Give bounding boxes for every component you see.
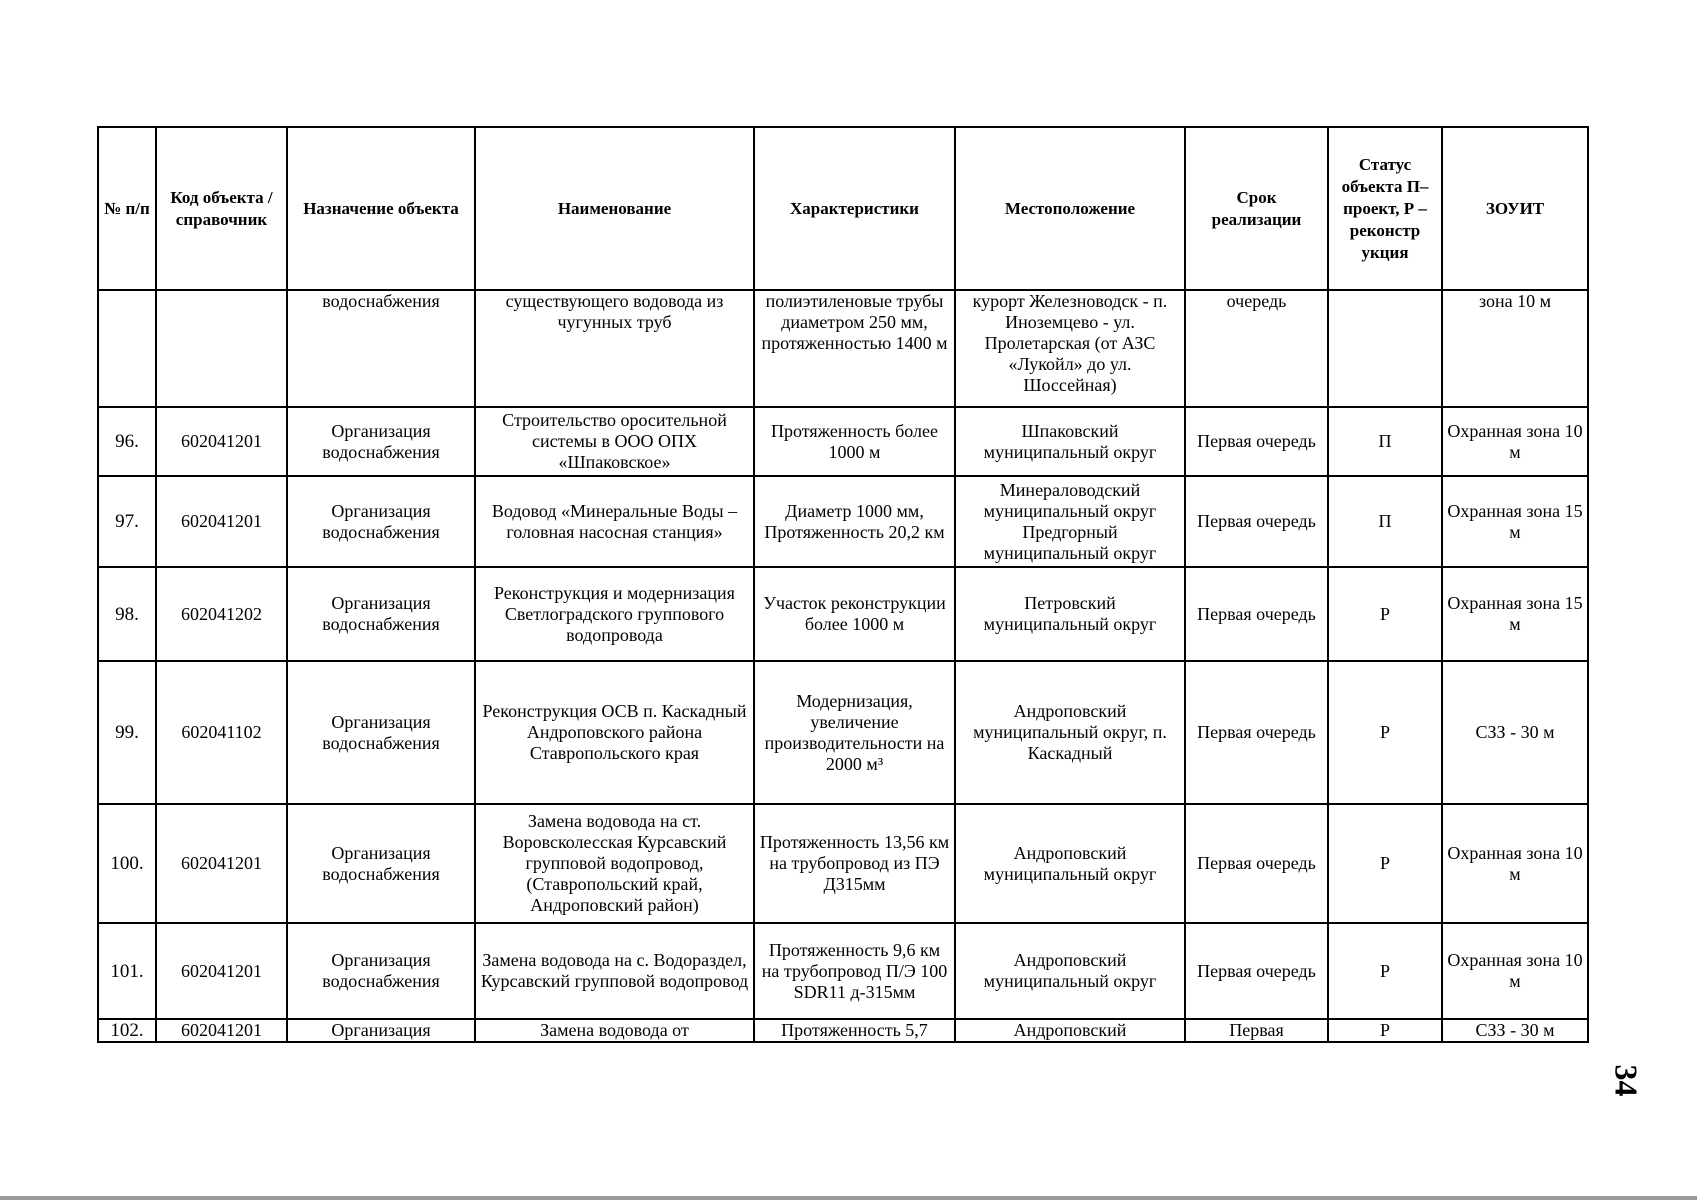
header-zone: ЗОУИТ bbox=[1442, 127, 1588, 290]
header-characteristics: Характеристики bbox=[754, 127, 955, 290]
cell-characteristics: Протяженность 9,6 км на трубопровод П/Э 100 SDR11 д-315мм bbox=[754, 923, 955, 1019]
header-purpose: Назначение объекта bbox=[287, 127, 475, 290]
cell-status: Р bbox=[1328, 923, 1442, 1019]
cell-characteristics: полиэтиленовые трубы диаметром 250 мм, протяженностью 1400 м bbox=[754, 290, 955, 407]
cell-characteristics: Протяженность более 1000 м bbox=[754, 407, 955, 476]
cell-status: Р bbox=[1328, 567, 1442, 661]
cell-term: Первая очередь bbox=[1185, 923, 1328, 1019]
header-status: Статус объекта П– проект, Р – реконстр укция bbox=[1328, 127, 1442, 290]
cell-zone: Охранная зона 10 м bbox=[1442, 407, 1588, 476]
cell-purpose: Организация водоснабжения bbox=[287, 661, 475, 804]
header-num: № п/п bbox=[98, 127, 156, 290]
cell-purpose: Организация bbox=[287, 1019, 475, 1042]
cell-zone: СЗЗ - 30 м bbox=[1442, 661, 1588, 804]
cell-status: Р bbox=[1328, 804, 1442, 923]
cell-characteristics: Диаметр 1000 мм, Протяженность 20,2 км bbox=[754, 476, 955, 567]
table-row bbox=[98, 407, 1588, 476]
cell-purpose: Организация водоснабжения bbox=[287, 567, 475, 661]
table-row bbox=[98, 661, 1588, 804]
cell-code: 602041201 bbox=[156, 476, 287, 567]
header-name: Наименование bbox=[475, 127, 754, 290]
table-row bbox=[98, 923, 1588, 1019]
scan-edge bbox=[0, 1196, 1697, 1200]
cell-term: очередь bbox=[1185, 290, 1328, 407]
cell-term: Первая bbox=[1185, 1019, 1328, 1042]
cell-code: 602041201 bbox=[156, 1019, 287, 1042]
cell-characteristics: Протяженность 13,56 км на трубопровод из ПЭ Д315мм bbox=[754, 804, 955, 923]
table-row bbox=[98, 1019, 1588, 1042]
cell-term: Первая очередь bbox=[1185, 804, 1328, 923]
cell-code: 602041201 bbox=[156, 923, 287, 1019]
cell-zone: СЗЗ - 30 м bbox=[1442, 1019, 1588, 1042]
cell-num: 96. bbox=[98, 407, 156, 476]
header-term: Срок реализации bbox=[1185, 127, 1328, 290]
cell-num: 101. bbox=[98, 923, 156, 1019]
cell-term: Первая очередь bbox=[1185, 407, 1328, 476]
cell-characteristics: Протяженность 5,7 bbox=[754, 1019, 955, 1042]
cell-purpose: Организация водоснабжения bbox=[287, 804, 475, 923]
header-code: Код объекта / справочник bbox=[156, 127, 287, 290]
cell-num: 98. bbox=[98, 567, 156, 661]
cell-name: Строительство оросительной системы в ООО ОПХ «Шпаковское» bbox=[475, 407, 754, 476]
cell-name: Реконструкция ОСВ п. Каскадный Андроповского района Ставропольского края bbox=[475, 661, 754, 804]
cell-name: Замена водовода на с. Водораздел, Курсавский групповой водопровод bbox=[475, 923, 754, 1019]
table-header-row bbox=[98, 127, 1588, 290]
cell-location: Андроповский bbox=[955, 1019, 1185, 1042]
cell-characteristics: Модернизация, увеличение производительности на 2000 м³ bbox=[754, 661, 955, 804]
cell-purpose: водоснабжения bbox=[287, 290, 475, 407]
cell-status bbox=[1328, 290, 1442, 407]
header-location: Местоположение bbox=[955, 127, 1185, 290]
cell-status: Р bbox=[1328, 661, 1442, 804]
cell-zone: Охранная зона 15 м bbox=[1442, 567, 1588, 661]
cell-zone: зона 10 м bbox=[1442, 290, 1588, 407]
cell-code: 602041102 bbox=[156, 661, 287, 804]
table-row bbox=[98, 476, 1588, 567]
cell-name: Реконструкция и модернизация Светлоградского группового водопровода bbox=[475, 567, 754, 661]
cell-code: 602041201 bbox=[156, 407, 287, 476]
cell-purpose: Организация водоснабжения bbox=[287, 407, 475, 476]
table-row-continuation bbox=[98, 290, 1588, 407]
registry-table bbox=[97, 126, 1589, 1043]
table-row bbox=[98, 804, 1588, 923]
cell-name: Замена водовода на ст. Воровсколесская Курсавский групповой водопровод, (Ставропольский край, Андроповский район) bbox=[475, 804, 754, 923]
cell-location: курорт Железноводск - п. Иноземцево - ул. Пролетарская (от АЗС «Лукойл» до ул. Шоссейная) bbox=[955, 290, 1185, 407]
cell-num: 100. bbox=[98, 804, 156, 923]
cell-num bbox=[98, 290, 156, 407]
cell-code: 602041201 bbox=[156, 804, 287, 923]
cell-term: Первая очередь bbox=[1185, 567, 1328, 661]
cell-zone: Охранная зона 10 м bbox=[1442, 804, 1588, 923]
page-number: 34 bbox=[1608, 1064, 1645, 1097]
cell-location: Андроповский муниципальный округ bbox=[955, 923, 1185, 1019]
cell-characteristics: Участок реконструкции более 1000 м bbox=[754, 567, 955, 661]
cell-purpose: Организация водоснабжения bbox=[287, 476, 475, 567]
cell-code: 602041202 bbox=[156, 567, 287, 661]
cell-location: Шпаковский муниципальный округ bbox=[955, 407, 1185, 476]
cell-name: Замена водовода от bbox=[475, 1019, 754, 1042]
cell-location: Андроповский муниципальный округ bbox=[955, 804, 1185, 923]
cell-num: 97. bbox=[98, 476, 156, 567]
table-row bbox=[98, 567, 1588, 661]
cell-location: Петровский муниципальный округ bbox=[955, 567, 1185, 661]
cell-zone: Охранная зона 10 м bbox=[1442, 923, 1588, 1019]
cell-location: Андроповский муниципальный округ, п. Каскадный bbox=[955, 661, 1185, 804]
cell-num: 99. bbox=[98, 661, 156, 804]
cell-zone: Охранная зона 15 м bbox=[1442, 476, 1588, 567]
cell-term: Первая очередь bbox=[1185, 661, 1328, 804]
cell-name: Водовод «Минеральные Воды – головная насосная станция» bbox=[475, 476, 754, 567]
cell-num: 102. bbox=[98, 1019, 156, 1042]
cell-status: Р bbox=[1328, 1019, 1442, 1042]
cell-code bbox=[156, 290, 287, 407]
cell-term: Первая очередь bbox=[1185, 476, 1328, 567]
cell-purpose: Организация водоснабжения bbox=[287, 923, 475, 1019]
cell-name: существующего водовода из чугунных труб bbox=[475, 290, 754, 407]
cell-status: П bbox=[1328, 407, 1442, 476]
cell-location: Минераловодский муниципальный округ Предгорный муниципальный округ bbox=[955, 476, 1185, 567]
cell-status: П bbox=[1328, 476, 1442, 567]
